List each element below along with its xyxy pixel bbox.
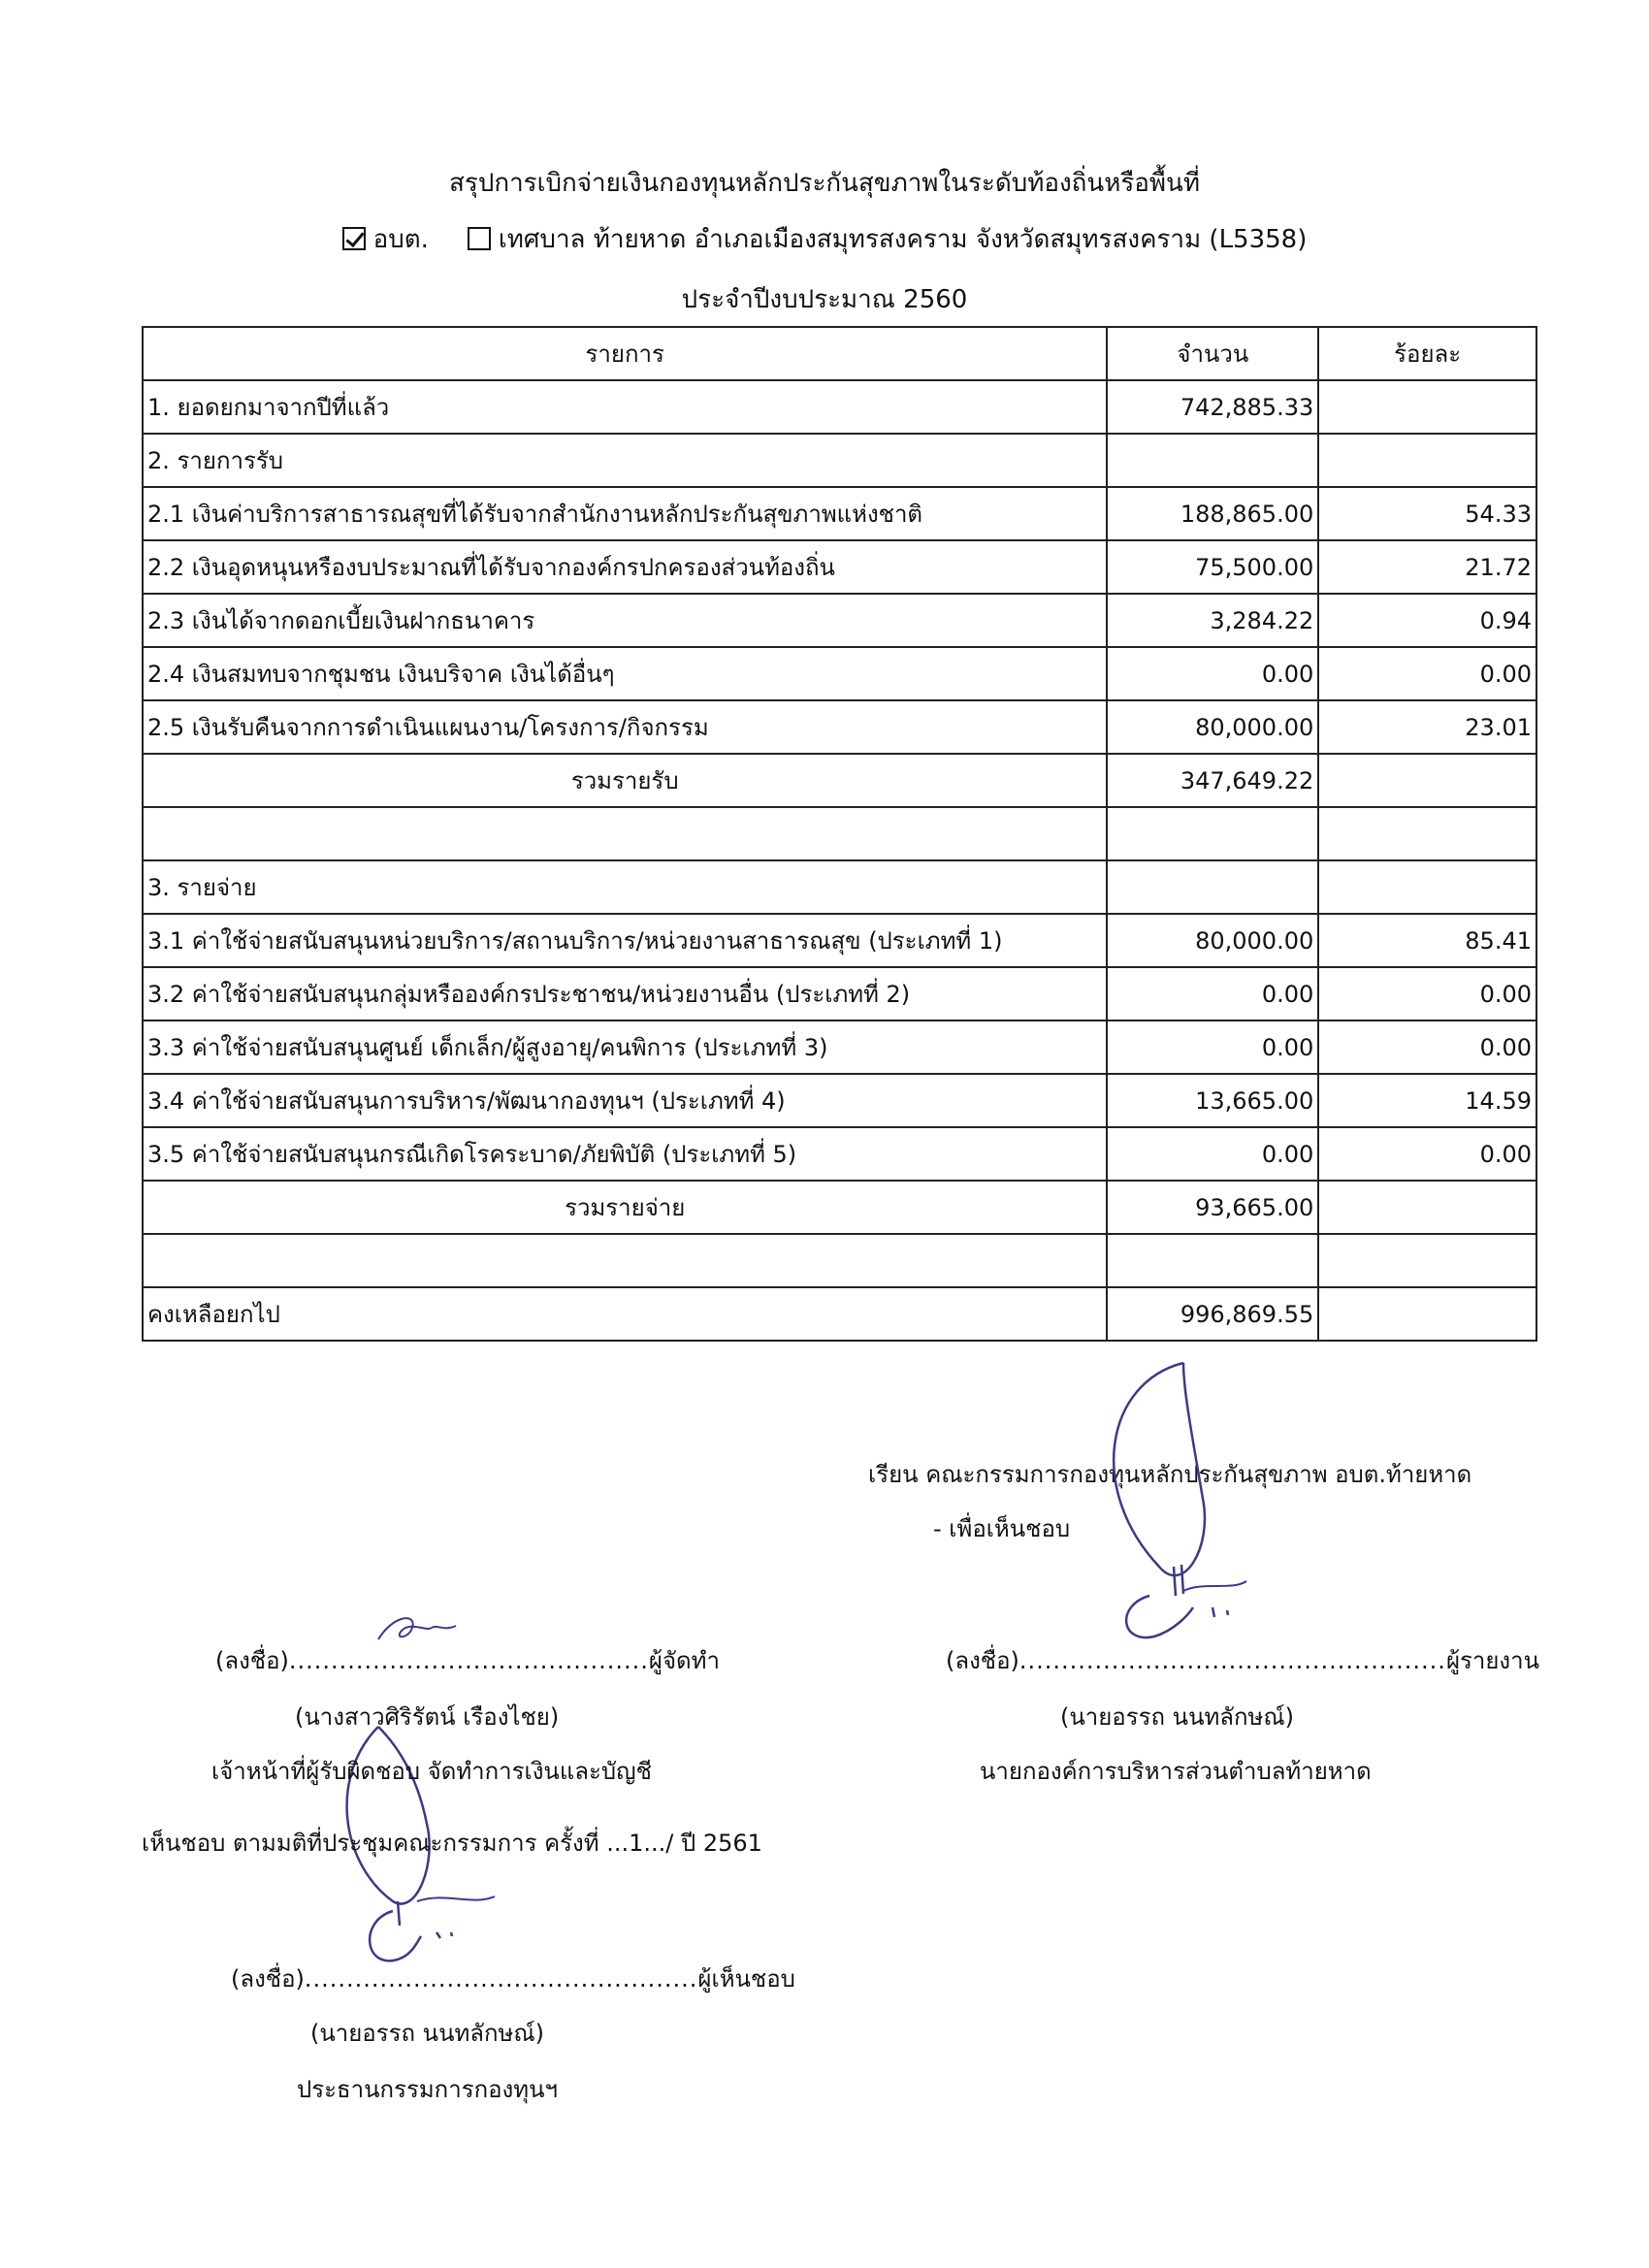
row-amount: 0.00 <box>1107 967 1318 1021</box>
row-label: รวมรายรับ <box>143 754 1107 807</box>
row-percent: 0.00 <box>1318 967 1536 1021</box>
row-amount: 996,869.55 <box>1107 1287 1318 1341</box>
document-title: สรุปการเบิกจ่ายเงินกองทุนหลักประกันสุขภาพในระดับท้องถิ่นหรือพื้นที่ <box>449 169 1200 198</box>
row-amount: 0.00 <box>1107 1127 1318 1181</box>
table-header-row <box>143 327 1536 380</box>
row-label: 3.4 ค่าใช้จ่ายสนับสนุนการบริหาร/พัฒนากองทุนฯ (ประเภทที่ 4) <box>143 1074 1107 1127</box>
role-suffix: ผู้รายงาน <box>1445 1647 1540 1674</box>
row-amount <box>1107 1234 1318 1287</box>
row-label: รวมรายจ่าย <box>143 1181 1107 1234</box>
checked-box-icon[interactable] <box>342 227 366 250</box>
header-percent: ร้อยละ <box>1318 327 1536 380</box>
addressee-line: เรียน คณะกรรมการกองทุนหลักประกันสุขภาพ อบต.ท้ายหาด <box>868 1461 1472 1488</box>
header-amount: จำนวน <box>1107 327 1318 380</box>
reporter-name: (นายอรรถ นนทลักษณ์) <box>1060 1703 1294 1731</box>
row-percent: 0.00 <box>1318 1021 1536 1074</box>
reporter-position: นายกองค์การบริหารส่วนตำบลท้ายหาด <box>980 1758 1372 1785</box>
row-percent: 23.01 <box>1318 700 1536 754</box>
row-percent <box>1318 1181 1536 1234</box>
row-label: 2.3 เงินได้จากดอกเบี้ยเงินฝากธนาคาร <box>143 594 1107 647</box>
preparer-sign-line <box>215 1641 720 1679</box>
row-percent: 85.41 <box>1318 914 1536 967</box>
row-percent: 14.59 <box>1318 1074 1536 1127</box>
purpose-line: - เพื่อเห็นชอบ <box>933 1515 1071 1542</box>
row-amount: 80,000.00 <box>1107 700 1318 754</box>
organization-line <box>0 219 1649 259</box>
table-row-empty <box>143 1234 1536 1287</box>
row-amount: 80,000.00 <box>1107 914 1318 967</box>
row-label: คงเหลือยกไป <box>143 1287 1107 1341</box>
row-amount: 742,885.33 <box>1107 380 1318 434</box>
header-item: รายการ <box>143 327 1107 380</box>
reporter-sign-line <box>946 1641 1539 1679</box>
row-amount: 75,500.00 <box>1107 540 1318 594</box>
row-amount: 0.00 <box>1107 1021 1318 1074</box>
row-amount: 0.00 <box>1107 647 1318 700</box>
row-label <box>143 1234 1107 1287</box>
table-row <box>143 700 1536 754</box>
signature-mark-reporter <box>1067 1353 1261 1654</box>
row-percent <box>1318 1287 1536 1341</box>
row-percent <box>1318 380 1536 434</box>
row-label: 2.5 เงินรับคืนจากการดำเนินแผนงาน/โครงการ/กิจกรรม <box>143 700 1107 754</box>
approver-sign-line <box>231 1960 795 1997</box>
row-label: 3.1 ค่าใช้จ่ายสนับสนุนหน่วยบริการ/สถานบริการ/หน่วยงานสาธารณสุข (ประเภทที่ 1) <box>143 914 1107 967</box>
table-row <box>143 647 1536 700</box>
sign-dots: ............................................... <box>304 1965 698 1993</box>
option-abt-label: อบต. <box>372 225 429 254</box>
unchecked-box-icon[interactable] <box>468 227 491 250</box>
row-label: 3.2 ค่าใช้จ่ายสนับสนุนกลุ่มหรือองค์กรประชาชน/หน่วยงานอื่น (ประเภทที่ 2) <box>143 967 1107 1021</box>
row-percent: 0.00 <box>1318 1127 1536 1181</box>
table-row-total-expense <box>143 1181 1536 1234</box>
row-label: 3.3 ค่าใช้จ่ายสนับสนุนศูนย์ เด็กเล็ก/ผู้สูงอายุ/คนพิการ (ประเภทที่ 3) <box>143 1021 1107 1074</box>
option-municipality-label: เทศบาล <box>498 225 586 254</box>
approval-note: เห็นชอบ ตามมติที่ประชุมคณะกรรมการ ครั้งที่ ...1.../ ปี 2561 <box>142 1830 762 1857</box>
sign-dots: ........................................... <box>288 1647 649 1674</box>
row-label: 3. รายจ่าย <box>143 860 1107 914</box>
row-amount: 188,865.00 <box>1107 487 1318 540</box>
row-amount: 93,665.00 <box>1107 1181 1318 1234</box>
row-amount: 13,665.00 <box>1107 1074 1318 1127</box>
summary-table <box>142 326 1537 1342</box>
table-row <box>143 967 1536 1021</box>
preparer-position: เจ้าหน้าที่ผู้รับผิดชอบ จัดทำการเงินและบัญชี <box>211 1758 652 1785</box>
row-percent <box>1318 434 1536 487</box>
table-row <box>143 860 1536 914</box>
table-row <box>143 380 1536 434</box>
sign-prefix: (ลงชื่อ) <box>231 1965 305 1993</box>
table-row <box>143 487 1536 540</box>
sign-dots: ................................................... <box>1018 1647 1446 1674</box>
sign-prefix: (ลงชื่อ) <box>946 1647 1019 1674</box>
fiscal-year: ประจำปีงบประมาณ 2560 <box>681 285 968 314</box>
table-row-total-income <box>143 754 1536 807</box>
table-row <box>143 434 1536 487</box>
row-percent <box>1318 860 1536 914</box>
row-amount: 3,284.22 <box>1107 594 1318 647</box>
row-label <box>143 807 1107 860</box>
table-row <box>143 914 1536 967</box>
table-row <box>143 1074 1536 1127</box>
role-suffix: ผู้เห็นชอบ <box>697 1965 795 1993</box>
row-percent: 0.00 <box>1318 647 1536 700</box>
row-label: 1. ยอดยกมาจากปีที่แล้ว <box>143 380 1107 434</box>
preparer-name: (นางสาวศิริรัตน์ เรืองไชย) <box>295 1703 560 1731</box>
role-suffix: ผู้จัดทำ <box>648 1647 720 1674</box>
location-text: ท้ายหาด อำเภอเมืองสมุทรสงคราม จังหวัดสมุทรสงคราม (L5358) <box>593 225 1308 254</box>
row-amount <box>1107 434 1318 487</box>
row-label: 2. รายการรับ <box>143 434 1107 487</box>
table-row <box>143 1021 1536 1074</box>
row-label: 2.1 เงินค่าบริการสาธารณสุขที่ได้รับจากสำนักงานหลักประกันสุขภาพแห่งชาติ <box>143 487 1107 540</box>
table-row-balance <box>143 1287 1536 1341</box>
row-percent: 54.33 <box>1318 487 1536 540</box>
sign-prefix: (ลงชื่อ) <box>215 1647 289 1674</box>
table-row <box>143 1127 1536 1181</box>
row-amount: 347,649.22 <box>1107 754 1318 807</box>
table-row <box>143 540 1536 594</box>
row-amount <box>1107 860 1318 914</box>
row-percent: 0.94 <box>1318 594 1536 647</box>
row-percent <box>1318 1234 1536 1287</box>
row-percent <box>1318 807 1536 860</box>
table-row-empty <box>143 807 1536 860</box>
approver-position: ประธานกรรมการกองทุนฯ <box>297 2076 558 2103</box>
row-label: 2.2 เงินอุดหนุนหรืองบประมาณที่ได้รับจากองค์กรปกครองส่วนท้องถิ่น <box>143 540 1107 594</box>
row-label: 2.4 เงินสมทบจากชุมชน เงินบริจาค เงินได้อื่นๆ <box>143 647 1107 700</box>
table-row <box>143 594 1536 647</box>
row-label: 3.5 ค่าใช้จ่ายสนับสนุนกรณีเกิดโรคระบาด/ภัยพิบัติ (ประเภทที่ 5) <box>143 1127 1107 1181</box>
row-percent <box>1318 754 1536 807</box>
row-percent: 21.72 <box>1318 540 1536 594</box>
approver-name: (นายอรรถ นนทลักษณ์) <box>310 2020 544 2047</box>
row-amount <box>1107 807 1318 860</box>
